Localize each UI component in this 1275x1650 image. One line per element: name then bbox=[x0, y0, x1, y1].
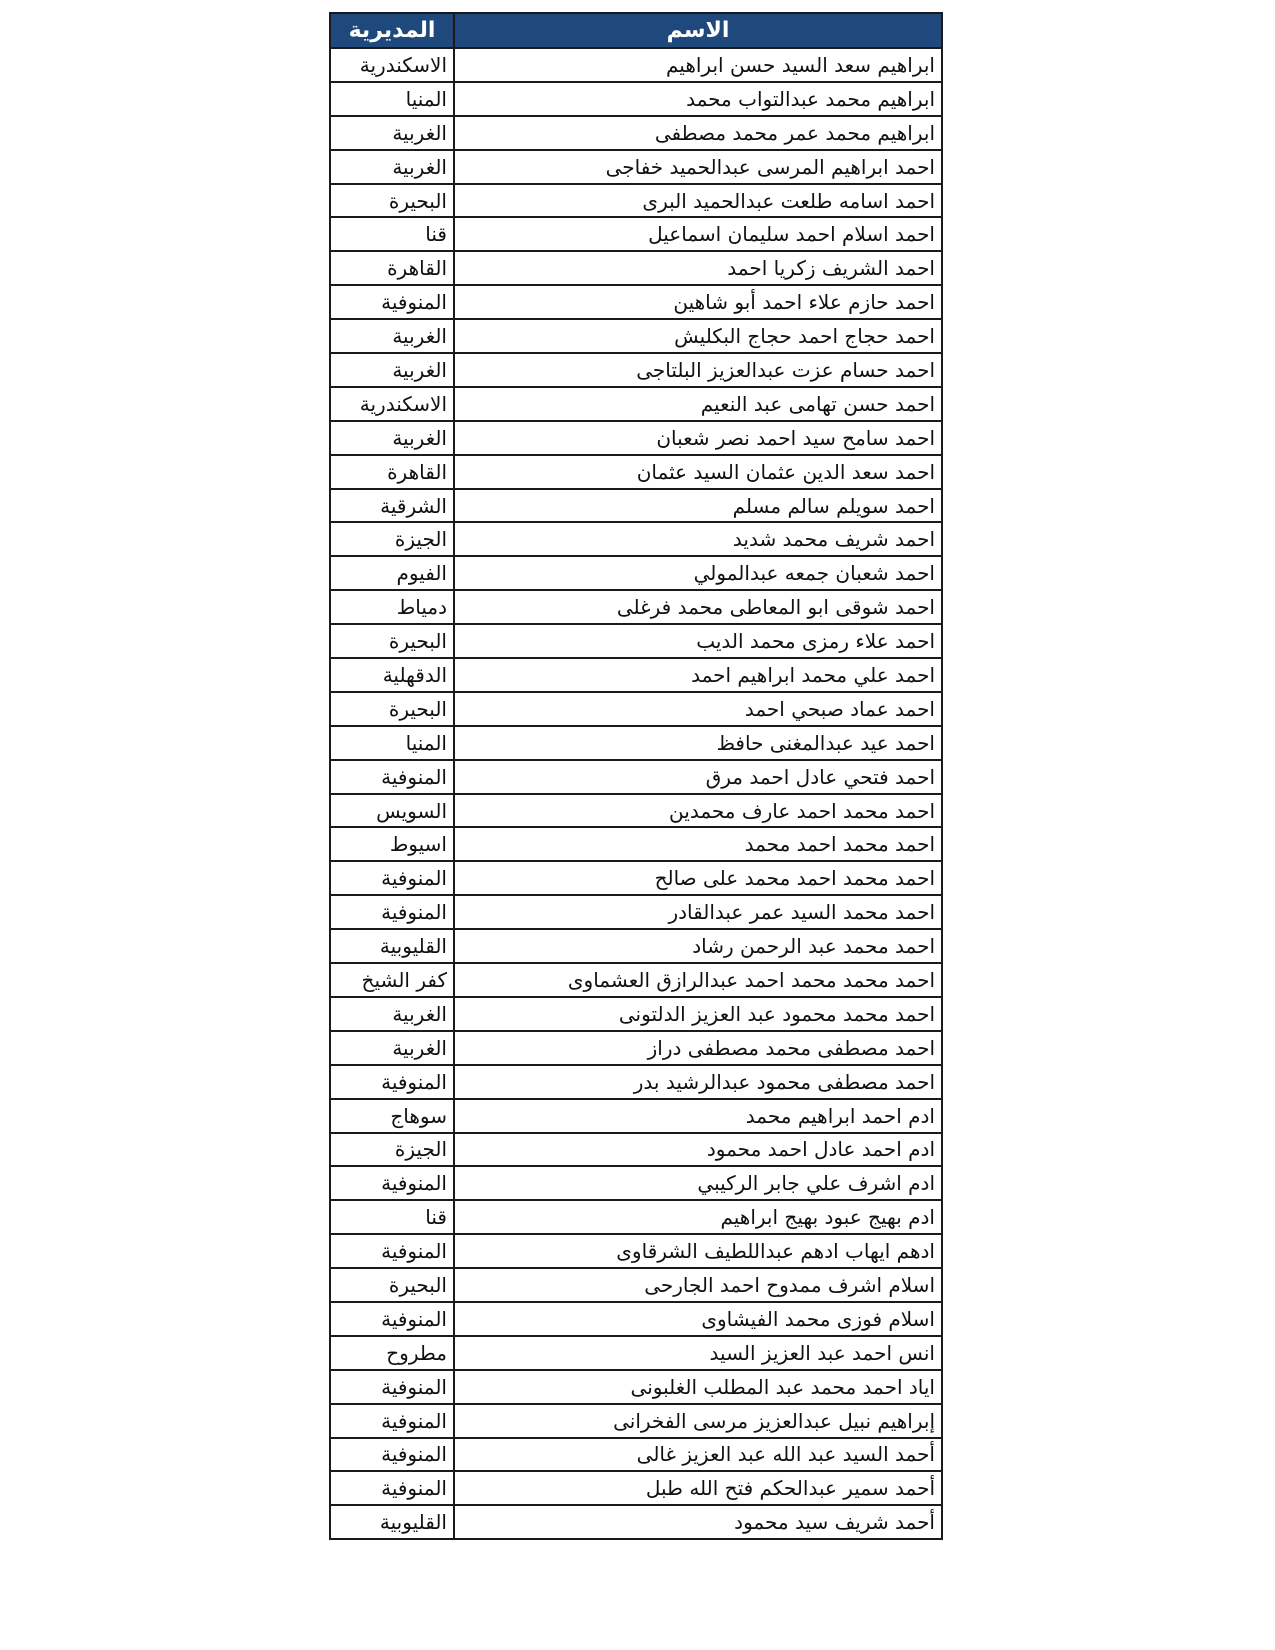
table-row bbox=[330, 82, 942, 116]
table-row bbox=[330, 963, 942, 997]
table-row bbox=[330, 827, 942, 861]
cell-directorate: القاهرة bbox=[330, 251, 454, 285]
cell-directorate: السويس bbox=[330, 794, 454, 828]
cell-directorate: الغربية bbox=[330, 353, 454, 387]
table-row bbox=[330, 929, 942, 963]
cell-directorate: المنوفية bbox=[330, 861, 454, 895]
cell-directorate: الشرقية bbox=[330, 489, 454, 523]
cell-directorate: كفر الشيخ bbox=[330, 963, 454, 997]
cell-name: احمد ابراهيم المرسى عبدالحميد خفاجى bbox=[454, 150, 942, 184]
table-row bbox=[330, 1200, 942, 1234]
cell-name: احمد حجاج احمد حجاج البكليش bbox=[454, 319, 942, 353]
cell-directorate: المنوفية bbox=[330, 1370, 454, 1404]
cell-directorate: الغربية bbox=[330, 421, 454, 455]
table-row bbox=[330, 421, 942, 455]
table-row bbox=[330, 1336, 942, 1370]
cell-name: ادم احمد عادل احمد محمود bbox=[454, 1133, 942, 1167]
cell-name: إبراهيم نبيل عبدالعزيز مرسى الفخرانى bbox=[454, 1404, 942, 1438]
cell-directorate: الاسكندرية bbox=[330, 387, 454, 421]
cell-name: احمد حسام عزت عبدالعزيز البلتاجى bbox=[454, 353, 942, 387]
cell-name: اسلام فوزى محمد الفيشاوى bbox=[454, 1302, 942, 1336]
table-row bbox=[330, 1234, 942, 1268]
cell-name: احمد عيد عبدالمغنى حافظ bbox=[454, 726, 942, 760]
cell-name: احمد محمد احمد محمد على صالح bbox=[454, 861, 942, 895]
cell-name: احمد مصطفى محمود عبدالرشيد بدر bbox=[454, 1065, 942, 1099]
cell-name: ادم احمد ابراهيم محمد bbox=[454, 1099, 942, 1133]
cell-directorate: الغربية bbox=[330, 997, 454, 1031]
table-row bbox=[330, 895, 942, 929]
cell-name: ادهم ايهاب ادهم عبداللطيف الشرقاوى bbox=[454, 1234, 942, 1268]
cell-name: انس احمد عبد العزيز السيد bbox=[454, 1336, 942, 1370]
cell-name: احمد شريف محمد شديد bbox=[454, 522, 942, 556]
cell-name: أحمد السيد عبد الله عبد العزيز غالى bbox=[454, 1438, 942, 1472]
table-row bbox=[330, 861, 942, 895]
cell-directorate: قنا bbox=[330, 217, 454, 251]
cell-directorate: الغربية bbox=[330, 1031, 454, 1065]
cell-directorate: مطروح bbox=[330, 1336, 454, 1370]
table-row bbox=[330, 1505, 942, 1539]
table-row bbox=[330, 794, 942, 828]
cell-directorate: البحيرة bbox=[330, 1268, 454, 1302]
header-name: الاسم bbox=[454, 13, 942, 48]
cell-name: احمد محمد السيد عمر عبدالقادر bbox=[454, 895, 942, 929]
cell-name: احمد محمد احمد عارف محمدين bbox=[454, 794, 942, 828]
cell-directorate: قنا bbox=[330, 1200, 454, 1234]
table-row bbox=[330, 1065, 942, 1099]
cell-directorate: المنوفية bbox=[330, 1404, 454, 1438]
cell-directorate: المنوفية bbox=[330, 1234, 454, 1268]
cell-name: احمد محمد عبد الرحمن رشاد bbox=[454, 929, 942, 963]
cell-name: ادم بهيج عبود بهيج ابراهيم bbox=[454, 1200, 942, 1234]
table-row bbox=[330, 1099, 942, 1133]
table-row bbox=[330, 48, 942, 82]
cell-name: احمد علاء رمزى محمد الديب bbox=[454, 624, 942, 658]
cell-directorate: الجيزة bbox=[330, 1133, 454, 1167]
table-body bbox=[330, 48, 942, 1539]
cell-name: احمد فتحي عادل احمد مرق bbox=[454, 760, 942, 794]
cell-name: احمد محمد محمود عبد العزيز الدلتونى bbox=[454, 997, 942, 1031]
table-row bbox=[330, 116, 942, 150]
cell-name: احمد حسن تهامى عبد النعيم bbox=[454, 387, 942, 421]
cell-name: احمد سعد الدين عثمان السيد عثمان bbox=[454, 455, 942, 489]
cell-name: احمد محمد احمد محمد bbox=[454, 827, 942, 861]
table-row bbox=[330, 1370, 942, 1404]
cell-directorate: دمياط bbox=[330, 590, 454, 624]
cell-name: ابراهيم محمد عمر محمد مصطفى bbox=[454, 116, 942, 150]
cell-directorate: القاهرة bbox=[330, 455, 454, 489]
cell-directorate: المنوفية bbox=[330, 1166, 454, 1200]
cell-name: ادم اشرف علي جابر الركيبي bbox=[454, 1166, 942, 1200]
cell-directorate: القليوبية bbox=[330, 1505, 454, 1539]
cell-directorate: البحيرة bbox=[330, 692, 454, 726]
cell-name: احمد شوقى ابو المعاطى محمد فرغلى bbox=[454, 590, 942, 624]
cell-name: ابراهيم محمد عبدالتواب محمد bbox=[454, 82, 942, 116]
cell-name: احمد اسامه طلعت عبدالحميد البرى bbox=[454, 184, 942, 218]
header-directorate: المديرية bbox=[330, 13, 454, 48]
table-row bbox=[330, 319, 942, 353]
cell-directorate: المنوفية bbox=[330, 1302, 454, 1336]
table-row bbox=[330, 1268, 942, 1302]
cell-name: أحمد شريف سيد محمود bbox=[454, 1505, 942, 1539]
cell-name: ابراهيم سعد السيد حسن ابراهيم bbox=[454, 48, 942, 82]
table-row bbox=[330, 387, 942, 421]
cell-directorate: الغربية bbox=[330, 116, 454, 150]
cell-directorate: الفيوم bbox=[330, 556, 454, 590]
cell-directorate: البحيرة bbox=[330, 624, 454, 658]
cell-directorate: الاسكندرية bbox=[330, 48, 454, 82]
cell-name: احمد الشريف زكريا احمد bbox=[454, 251, 942, 285]
table-row bbox=[330, 1166, 942, 1200]
names-table bbox=[329, 12, 943, 1540]
cell-directorate: اسيوط bbox=[330, 827, 454, 861]
table-row bbox=[330, 251, 942, 285]
cell-directorate: الغربية bbox=[330, 319, 454, 353]
table-row bbox=[330, 590, 942, 624]
cell-directorate: المنوفية bbox=[330, 895, 454, 929]
table-row bbox=[330, 1404, 942, 1438]
cell-name: أحمد سمير عبدالحكم فتح الله طبل bbox=[454, 1471, 942, 1505]
cell-directorate: المنوفية bbox=[330, 1065, 454, 1099]
cell-name: احمد سامح سيد احمد نصر شعبان bbox=[454, 421, 942, 455]
table-row bbox=[330, 1471, 942, 1505]
table-row bbox=[330, 285, 942, 319]
cell-directorate: المنيا bbox=[330, 726, 454, 760]
table-row bbox=[330, 624, 942, 658]
cell-name: اسلام اشرف ممدوح احمد الجارحى bbox=[454, 1268, 942, 1302]
table-row bbox=[330, 217, 942, 251]
cell-name: احمد حازم علاء احمد أبو شاهين bbox=[454, 285, 942, 319]
cell-directorate: البحيرة bbox=[330, 184, 454, 218]
table-row bbox=[330, 556, 942, 590]
table-row bbox=[330, 184, 942, 218]
table-row bbox=[330, 760, 942, 794]
table-row bbox=[330, 150, 942, 184]
cell-directorate: المنوفية bbox=[330, 1438, 454, 1472]
cell-name: احمد سويلم سالم مسلم bbox=[454, 489, 942, 523]
cell-directorate: الدقهلية bbox=[330, 658, 454, 692]
table-row bbox=[330, 997, 942, 1031]
table-row bbox=[330, 726, 942, 760]
table-row bbox=[330, 455, 942, 489]
table-row bbox=[330, 1302, 942, 1336]
cell-directorate: المنوفية bbox=[330, 1471, 454, 1505]
cell-directorate: المنوفية bbox=[330, 285, 454, 319]
cell-name: احمد علي محمد ابراهيم احمد bbox=[454, 658, 942, 692]
cell-name: احمد شعبان جمعه عبدالمولي bbox=[454, 556, 942, 590]
cell-name: احمد عماد صبحي احمد bbox=[454, 692, 942, 726]
table-row bbox=[330, 1133, 942, 1167]
header-row bbox=[330, 13, 942, 48]
table-row bbox=[330, 353, 942, 387]
table-row bbox=[330, 1031, 942, 1065]
cell-name: احمد مصطفى محمد مصطفى دراز bbox=[454, 1031, 942, 1065]
cell-directorate: المنوفية bbox=[330, 760, 454, 794]
table-row bbox=[330, 1438, 942, 1472]
cell-name: احمد محمد محمد احمد عبدالرازق العشماوى bbox=[454, 963, 942, 997]
cell-directorate: الجيزة bbox=[330, 522, 454, 556]
table-row bbox=[330, 692, 942, 726]
table-row bbox=[330, 522, 942, 556]
table-row bbox=[330, 658, 942, 692]
cell-directorate: القليوبية bbox=[330, 929, 454, 963]
cell-directorate: الغربية bbox=[330, 150, 454, 184]
cell-directorate: سوهاج bbox=[330, 1099, 454, 1133]
table-row bbox=[330, 489, 942, 523]
cell-directorate: المنيا bbox=[330, 82, 454, 116]
cell-name: احمد اسلام احمد سليمان اسماعيل bbox=[454, 217, 942, 251]
cell-name: اياد احمد محمد عبد المطلب الغلبونى bbox=[454, 1370, 942, 1404]
